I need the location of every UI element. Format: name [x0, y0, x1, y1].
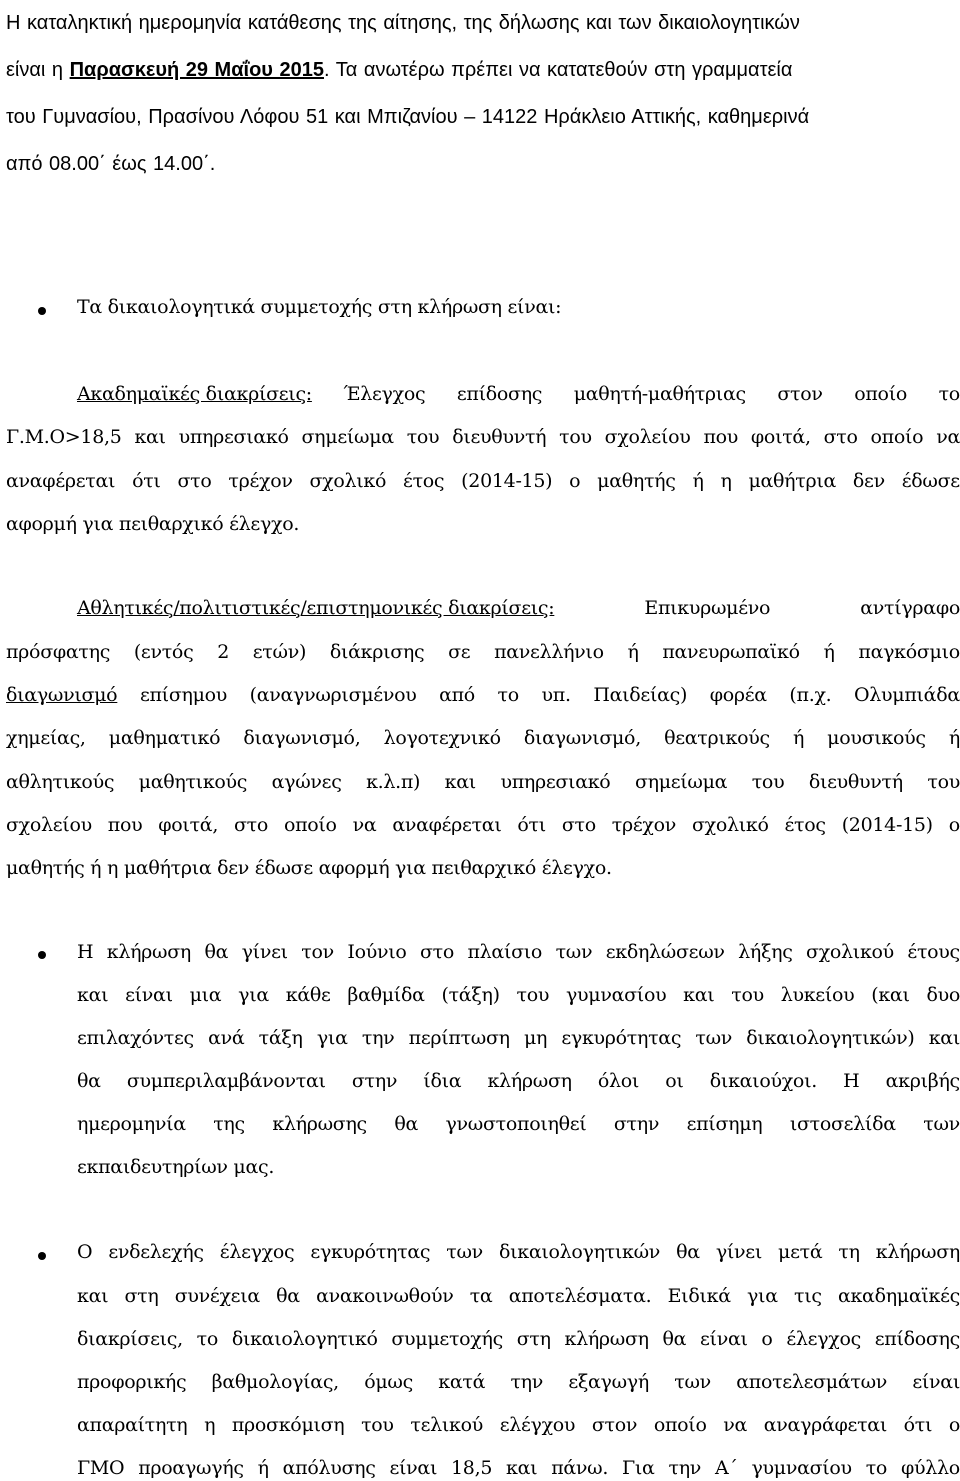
bullet-2-line-3: [77, 1027, 960, 1049]
word: αναφέρεται: [392, 814, 502, 836]
word: και: [77, 984, 109, 1006]
word: θεατρικούς: [664, 727, 770, 749]
word: Α΄: [714, 1457, 738, 1479]
deadline-date: Παρασκευή 29 Μαΐου 2015: [69, 59, 324, 81]
word: ή: [257, 1457, 269, 1479]
word: ανακοινωθούν: [316, 1285, 454, 1307]
word: τα: [469, 1285, 493, 1307]
word: για: [316, 1027, 348, 1049]
academic-line-1: [77, 383, 960, 405]
word: συνέχεια: [174, 1285, 260, 1307]
word: τρέχον: [228, 470, 293, 492]
word: πανελλήνιο: [494, 641, 604, 663]
word: από: [439, 684, 475, 706]
word: ότι: [517, 814, 546, 836]
word: κλήρωση: [487, 1070, 572, 1092]
word: δικαιούχοι.: [709, 1070, 817, 1092]
word: απαραίτητη: [77, 1414, 188, 1436]
word: Έλεγχος: [343, 383, 426, 405]
word: που: [703, 426, 739, 448]
word: το: [497, 684, 519, 706]
word: του: [361, 1414, 394, 1436]
word: γυμνασίου: [565, 984, 667, 1006]
word: συμμετοχής: [391, 1328, 503, 1350]
word: στη: [124, 1285, 159, 1307]
bullet-2-line-6: εκπαιδευτηρίων μας.: [77, 1156, 275, 1178]
word: τρέχον: [611, 814, 677, 836]
word: ή: [823, 641, 835, 663]
word: δικαιολογητικών: [498, 1241, 661, 1263]
word: μια: [189, 984, 222, 1006]
word: φοιτά,: [750, 426, 811, 448]
academic-line-3: [6, 470, 960, 492]
word: σχολείου: [604, 426, 691, 448]
word: εξαγωγή: [568, 1371, 649, 1393]
word: (και: [871, 984, 910, 1006]
word: ανά: [208, 1027, 245, 1049]
word: ακριβής: [885, 1070, 960, 1092]
word: φύλλο: [900, 1457, 960, 1479]
word: μετά: [778, 1241, 823, 1263]
word: προσκόμιση: [231, 1414, 345, 1436]
word: σε: [448, 641, 471, 663]
word: και: [134, 426, 166, 448]
word: Η: [77, 941, 94, 963]
word: είναι: [389, 1457, 438, 1479]
word: οποίο: [870, 426, 924, 448]
word: όμως: [364, 1371, 413, 1393]
word: λογοτεχνικό: [383, 727, 501, 749]
word: ενδελεχής: [108, 1241, 204, 1263]
word: πανευρωπαϊκό: [662, 641, 800, 663]
intro-line-2-pre: είναι η: [6, 59, 70, 81]
word: προφορικής: [77, 1371, 187, 1393]
word: γνωστοποιηθεί: [445, 1113, 587, 1135]
word: του: [927, 771, 960, 793]
bullet-3-line-4: [77, 1371, 960, 1393]
word: ο: [569, 470, 581, 492]
word: για: [746, 1285, 778, 1307]
word: ο: [761, 1328, 773, 1350]
word: ακαδημαϊκές: [837, 1285, 960, 1307]
word: να: [723, 1414, 748, 1436]
word: Η: [843, 1070, 860, 1092]
intro-line-2-post: . Τα ανωτέρω πρέπει να κατατεθούν στη γραμματεία: [323, 59, 793, 81]
word: (2014-15): [841, 814, 933, 836]
word: βαθμίδα: [347, 984, 425, 1006]
word: τις: [793, 1285, 822, 1307]
athletic-line-7: μαθητής ή η μαθήτρια δεν έδωσε αφορμή για πειθαρχικό έλεγχο.: [6, 857, 612, 879]
word: των: [695, 1027, 733, 1049]
bullet-3-line-5: [77, 1414, 960, 1436]
word: το: [865, 1457, 888, 1479]
word: στο: [233, 814, 269, 836]
word: περίπτωση: [408, 1027, 510, 1049]
word: των: [446, 1241, 483, 1263]
word: στο: [419, 941, 455, 963]
word: αντίγραφο: [860, 597, 960, 619]
word: αποτελέσματα.: [508, 1285, 652, 1307]
word: τελικού: [410, 1414, 483, 1436]
word: Για: [622, 1457, 655, 1479]
word: το: [938, 383, 960, 405]
word: ετών): [252, 641, 307, 663]
word: κλήρωσης: [272, 1113, 367, 1135]
word: υπηρεσιακό: [500, 771, 611, 793]
word: των: [923, 1113, 960, 1135]
word: στο: [823, 426, 858, 448]
word: επίσημη: [686, 1113, 763, 1135]
word: δικαιολογητικών): [746, 1027, 915, 1049]
word: αποτελεσμάτων: [736, 1371, 888, 1393]
word: (π.χ.: [789, 684, 832, 706]
word: διακρίσεις,: [77, 1328, 183, 1350]
word: θα: [662, 1328, 687, 1350]
word: μαθητή-μαθήτριας: [573, 383, 746, 405]
intro-line-4: από 08.00΄ έως 14.00΄.: [6, 153, 216, 175]
word: 2: [217, 641, 229, 663]
word: Παιδείας): [593, 684, 688, 706]
word: σχολικό: [691, 814, 769, 836]
word: ΓΜΟ: [77, 1457, 125, 1479]
academic-label: Ακαδημαϊκές διακρίσεις:: [77, 383, 312, 405]
word: οποίο: [283, 814, 337, 836]
word: τη: [838, 1241, 860, 1263]
word: μουσικούς: [827, 727, 926, 749]
word: 18,5: [451, 1457, 493, 1479]
word: διευθυντή: [808, 771, 903, 793]
academic-line-4: αφορμή για πειθαρχικό έλεγχο.: [6, 513, 300, 535]
word: του: [406, 426, 440, 448]
word: δεν: [852, 470, 885, 492]
word: το: [196, 1328, 219, 1350]
word: γίνει: [715, 1241, 762, 1263]
word: κ.λ.π): [366, 771, 421, 793]
athletic-line-3: [6, 684, 960, 706]
word: έτος: [784, 814, 826, 836]
athletic-label: Αθλητικές/πολιτιστικές/επιστημονικές διακρίσεις:: [77, 597, 555, 619]
bullet-3-line-2: [77, 1285, 960, 1307]
word: θα: [676, 1241, 700, 1263]
word: ότι: [903, 1414, 933, 1436]
bullet-2-line-1: [77, 941, 960, 963]
word: μαθηματικό: [108, 727, 221, 749]
word: των: [555, 941, 593, 963]
word: ιστοσελίδα: [789, 1113, 896, 1135]
word: φοιτά,: [158, 814, 219, 836]
word: ότι: [132, 470, 161, 492]
bullet-2-line-5: [77, 1113, 960, 1135]
word: όλοι: [597, 1070, 640, 1092]
word: ο: [948, 1414, 960, 1436]
word: Ο: [77, 1241, 93, 1263]
word: υπηρεσιακό: [178, 426, 289, 448]
word: (εντός: [133, 641, 194, 663]
word: είναι: [125, 984, 173, 1006]
word: και: [928, 1027, 960, 1049]
word: επίδοσης: [456, 383, 543, 405]
word: γυμνασίου: [751, 1457, 852, 1479]
word: πλαίσιο: [467, 941, 543, 963]
word: παγκόσμιο: [858, 641, 960, 663]
word: διαγωνισμό,: [523, 727, 641, 749]
word: στο: [177, 470, 212, 492]
word: του: [559, 426, 592, 448]
word: να: [936, 426, 960, 448]
word: στη: [516, 1328, 551, 1350]
intro-line-3: του Γυμνασίου, Πρασίνου Λόφου 51 και Μπιζανίου – 14122 Ηράκλειο Αττικής, καθημερινά: [6, 106, 810, 128]
word: εκδηλώσεων: [605, 941, 725, 963]
word: και: [444, 771, 476, 793]
athletic-line-4: [6, 727, 960, 749]
word: στην: [613, 1113, 660, 1135]
word: η: [720, 470, 732, 492]
word: Γ.Μ.Ο>18,5: [6, 426, 122, 448]
word: ή: [692, 470, 704, 492]
word: ή: [792, 727, 805, 749]
athletic-line-6: [6, 814, 960, 836]
athletic-line-5: [6, 771, 960, 793]
word: Ιούνιο: [347, 941, 407, 963]
word: μη: [523, 1027, 548, 1049]
word: αγώνες: [271, 771, 342, 793]
bullet-3-line-6: [77, 1457, 960, 1479]
word: της: [213, 1113, 245, 1135]
word: οποίο: [854, 383, 907, 405]
word: κατά: [438, 1371, 486, 1393]
word: ίδια: [423, 1070, 462, 1092]
word: πάνω.: [551, 1457, 609, 1479]
athletic-line-2: [6, 641, 960, 663]
bullet-1-heading: Τα δικαιολογητικά συμμετοχής στη κλήρωση είναι:: [77, 296, 562, 318]
word: διαγωνισμό,: [243, 727, 361, 749]
bullet-3-line-3: [77, 1328, 960, 1350]
word: του: [751, 771, 785, 793]
word: στον: [591, 1414, 638, 1436]
word: λυκείου: [780, 984, 855, 1006]
word: είναι: [912, 1371, 960, 1393]
word: έλεγχος: [786, 1328, 861, 1350]
word: θα: [204, 941, 229, 963]
word: οι: [665, 1070, 684, 1092]
word: Επικυρωμένο: [644, 597, 771, 619]
word: σημείωμα: [301, 426, 394, 448]
word: εγκυρότητας: [561, 1027, 682, 1049]
word: επίσημου: [139, 684, 228, 706]
word: ή: [948, 727, 960, 749]
word: έλεγχος: [219, 1241, 295, 1263]
word: κάθε: [285, 984, 331, 1006]
word: τάξη: [258, 1027, 303, 1049]
athletic-competition-word: διαγωνισμό: [6, 684, 118, 706]
word: Ειδικά: [667, 1285, 731, 1307]
word: θα: [77, 1070, 101, 1092]
word: στο: [561, 814, 596, 836]
bullet-3-icon: [38, 1252, 46, 1260]
bullet-2-icon: [38, 951, 46, 959]
word: (2014-15): [461, 470, 553, 492]
word: και: [683, 984, 715, 1006]
bullet-2-line-4: [77, 1070, 960, 1092]
bullet-2-line-2: [77, 984, 960, 1006]
word: των: [674, 1371, 711, 1393]
word: χημείας,: [6, 727, 86, 749]
athletic-line-1: [77, 597, 960, 619]
word: διευθυντή: [452, 426, 547, 448]
word: την: [510, 1371, 543, 1393]
word: Ολυμπιάδα: [854, 684, 960, 706]
word: συμπεριλαμβάνονται: [126, 1070, 326, 1092]
intro-line-1: Η καταληκτική ημερομηνία κατάθεσης της αίτησης, της δήλωσης και των δικαιολογητικών: [6, 12, 800, 34]
word: θα: [276, 1285, 300, 1307]
word: μαθητής: [597, 470, 676, 492]
word: ελέγχου: [499, 1414, 576, 1436]
word: να: [352, 814, 377, 836]
word: επίδοσης: [874, 1328, 960, 1350]
word: έτος: [403, 470, 445, 492]
word: διάκρισης: [329, 641, 425, 663]
word: αναφέρεται: [6, 470, 116, 492]
word: σχολείου: [6, 814, 92, 836]
word: αναγράφεται: [763, 1414, 887, 1436]
word: για: [238, 984, 269, 1006]
intro-line-2: [6, 47, 956, 94]
word: προαγωγής: [138, 1457, 244, 1479]
word: θα: [394, 1113, 419, 1135]
bullet-3-line-1: [77, 1241, 960, 1263]
word: φορέα: [709, 684, 767, 706]
word: στον: [777, 383, 823, 405]
word: ή: [627, 641, 639, 663]
word: οποίο: [653, 1414, 707, 1436]
word: σημείωμα: [634, 771, 728, 793]
word: εγκυρότητας: [310, 1241, 431, 1263]
word: κλήρωση: [106, 941, 191, 963]
word: βαθμολογίας,: [211, 1371, 339, 1393]
word: και: [77, 1285, 109, 1307]
word: κλήρωση: [564, 1328, 649, 1350]
word: γίνει: [241, 941, 288, 963]
word: λήξης: [738, 941, 793, 963]
word: που: [107, 814, 143, 836]
word: την: [668, 1457, 702, 1479]
word: τον: [301, 941, 334, 963]
word: μαθήτρια: [748, 470, 837, 492]
word: και: [506, 1457, 538, 1479]
word: ημερομηνία: [77, 1113, 186, 1135]
word: έτους: [907, 941, 960, 963]
word: απόλυσης: [282, 1457, 376, 1479]
word: έδωσε: [901, 470, 960, 492]
bullet-1-icon: [38, 307, 46, 315]
academic-line-2: [6, 426, 960, 448]
word: (τάξη): [441, 984, 500, 1006]
word: επιλαχόντες: [77, 1027, 194, 1049]
intro-paragraph: [6, 0, 956, 188]
word: είναι: [700, 1328, 748, 1350]
word: υπ.: [541, 684, 571, 706]
word: στην: [351, 1070, 398, 1092]
word: σχολικό: [309, 470, 387, 492]
word: αθλητικούς: [6, 771, 115, 793]
word: (αναγνωρισμένου: [249, 684, 417, 706]
word: δικαιολογητικό: [231, 1328, 378, 1350]
word: του: [516, 984, 550, 1006]
word: ο: [948, 814, 960, 836]
word: δυο: [926, 984, 960, 1006]
word: μαθητικούς: [138, 771, 248, 793]
word: η: [204, 1414, 216, 1436]
word: σχολικού: [806, 941, 894, 963]
word: πρόσφατης: [6, 641, 111, 663]
word: την: [361, 1027, 395, 1049]
word: κλήρωση: [875, 1241, 960, 1263]
word: του: [731, 984, 764, 1006]
